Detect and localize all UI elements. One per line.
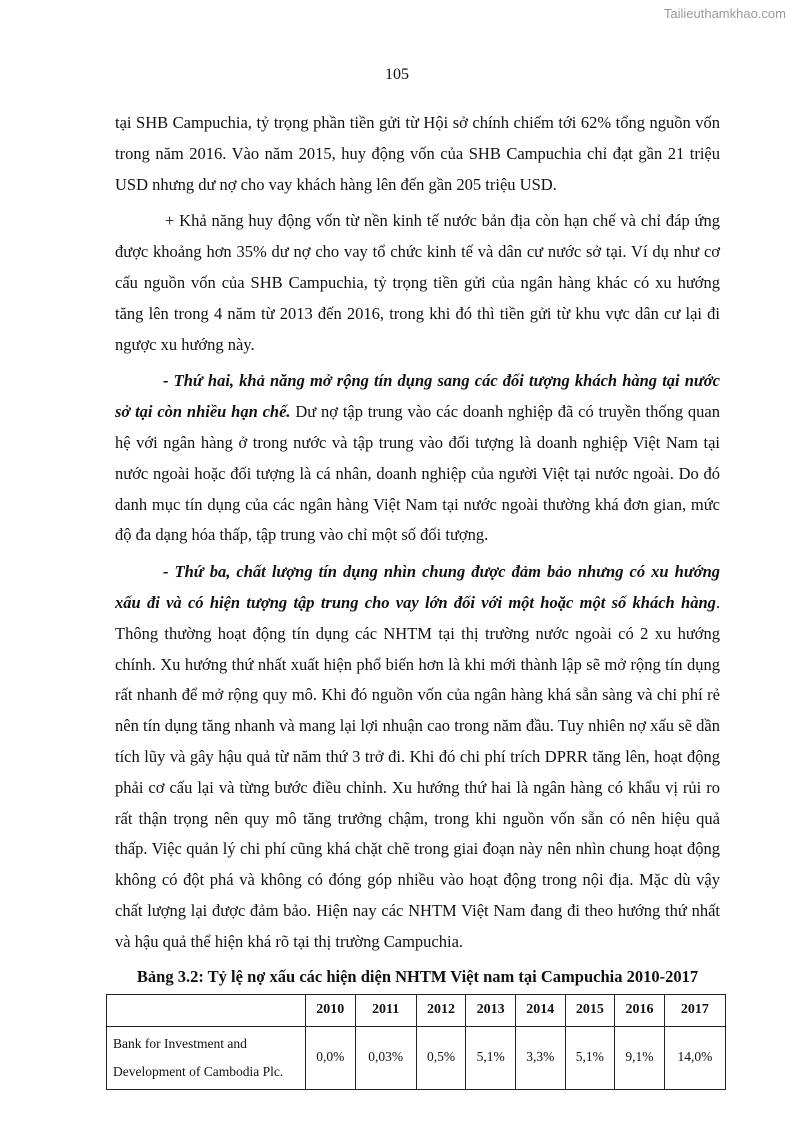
npl-value-cell: 0,5%: [416, 1026, 466, 1089]
header-year: 2013: [466, 994, 516, 1026]
header-year: 2010: [306, 994, 356, 1026]
bank-name-line: Bank for Investment and: [113, 1035, 247, 1051]
npl-value-cell: 5,1%: [466, 1026, 516, 1089]
bank-name-line: Development of Cambodia Plc.: [113, 1063, 284, 1079]
paragraph-credit-expansion: [115, 366, 720, 551]
table-header-row: [107, 994, 726, 1026]
npl-value-cell: 0,0%: [306, 1026, 356, 1089]
header-year: 2015: [565, 994, 615, 1026]
paragraph-local-mobilization: + Khả năng huy động vốn từ nền kinh tế nước bản địa còn hạn chế và chỉ đáp ứng được khoảng hơn 35% dư nợ cho vay tổ chức kinh tế và dân cư nước sở tại. Ví dụ như cơ cấu nguồn vốn của SHB Campuchia, tỷ trọng tiền gửi của ngân hàng khác có xu hướng tăng lên trong 4 năm từ 2013 đến 2016, trong khi đó thì tiền gửi từ khu vực dân cư lại đi ngược xu hướng này.: [115, 211, 720, 354]
page-number: 105: [385, 66, 409, 83]
paragraph-credit-quality-text: . Thông thường hoạt động tín dụng các NHTM tại thị trường nước ngoài có 2 xu hướng chính. Xu hướng thứ nhất xuất hiện phổ biến hơn là khi mới thành lập sẽ mở rộng tín dụng rất nhanh để mở rộng quy mô. Khi đó nguồn vốn của ngân hàng khá sẵn sàng và chi phí rẻ nên tín dụng tăng nhanh và mang lại lợi nhuận cao trong năm đầu. Tuy nhiên nợ xấu sẽ dần tích lũy và gây hậu quả từ năm thứ 3 trở đi. Khi đó chi phí trích DPRR tăng lên, hoạt động phải cơ cấu lại và từng bước điều chỉnh. Xu hướng thứ hai là ngân hàng có khẩu vị rủi ro rất thận trọng nên quy mô tăng trưởng chậm, trong khi nguồn vốn sẵn có nên hiệu quả thấp. Việc quản lý chi phí cũng khá chặt chẽ trong giai đoạn này nên nhìn chung hoạt động không có đột phá và không có đóng góp nhiều vào hoạt động trong nội địa. Mặc dù vậy chất lượng lại được đảm bảo. Hiện nay các NHTM Việt Nam đang đi theo hướng thứ nhất và hậu quả thể hiện khá rõ tại thị trường Campuchia.: [115, 592, 720, 951]
header-year: 2011: [355, 994, 416, 1026]
npl-value-cell: 3,3%: [515, 1026, 565, 1089]
npl-value-cell: 0,03%: [355, 1026, 416, 1089]
heading-third-point: - Thứ ba, chất lượng tín dụng nhìn chung được đảm bảo nhưng có xu hướng xấu đi và có hiện tượng tập trung cho vay lớn đối với một hoặc một số khách hàng: [115, 562, 720, 612]
watermark: Tailieuthamkhao.com: [663, 6, 786, 21]
npl-value-cell: 9,1%: [615, 1026, 665, 1089]
table-row: [107, 1026, 726, 1089]
bank-name-cell: [107, 1026, 306, 1089]
header-year: 2017: [664, 994, 725, 1026]
header-year: 2014: [515, 994, 565, 1026]
npl-value-cell: 5,1%: [565, 1026, 615, 1089]
header-year: 2012: [416, 994, 466, 1026]
header-blank-cell: [107, 994, 306, 1026]
page-content: [115, 108, 720, 1090]
table-caption: Bảng 3.2: Tỷ lệ nợ xấu các hiện diện NHTM Việt nam tại Campuchia 2010-2017: [136, 966, 699, 986]
header-year: 2016: [615, 994, 665, 1026]
paragraph-shb-deposits: tại SHB Campuchia, tỷ trọng phần tiền gửi từ Hội sở chính chiếm tới 62% tổng nguồn vốn trong năm 2016. Vào năm 2015, huy động vốn của SHB Campuchia chỉ đạt gần 21 triệu USD nhưng dư nợ cho vay khách hàng lên đến gần 205 triệu USD.: [115, 113, 720, 194]
heading-second-point: - Thứ hai, khả năng mở rộng tín dụng sang các đối tượng khách hàng tại nước sở tại còn nhiều hạn chế.: [115, 371, 720, 422]
npl-value-cell: 14,0%: [664, 1026, 725, 1089]
paragraph-credit-quality: [115, 557, 720, 957]
paragraph-credit-expansion-text: Dư nợ tập trung vào các doanh nghiệp đã có truyền thống quan hệ với ngân hàng ở trong nước và tập trung vào đối tượng là doanh nghiệp Việt Nam tại nước ngoài hoặc đối tượng là cá nhân, doanh nghiệp của người Việt tại nước ngoài. Do đó danh mục tín dụng của các ngân hàng Việt Nam tại nước ngoài thường khá đơn gian, mức độ đa dạng hóa thấp, tập trung vào chỉ một số đối tượng.: [115, 402, 720, 545]
npl-table: [106, 994, 726, 1090]
